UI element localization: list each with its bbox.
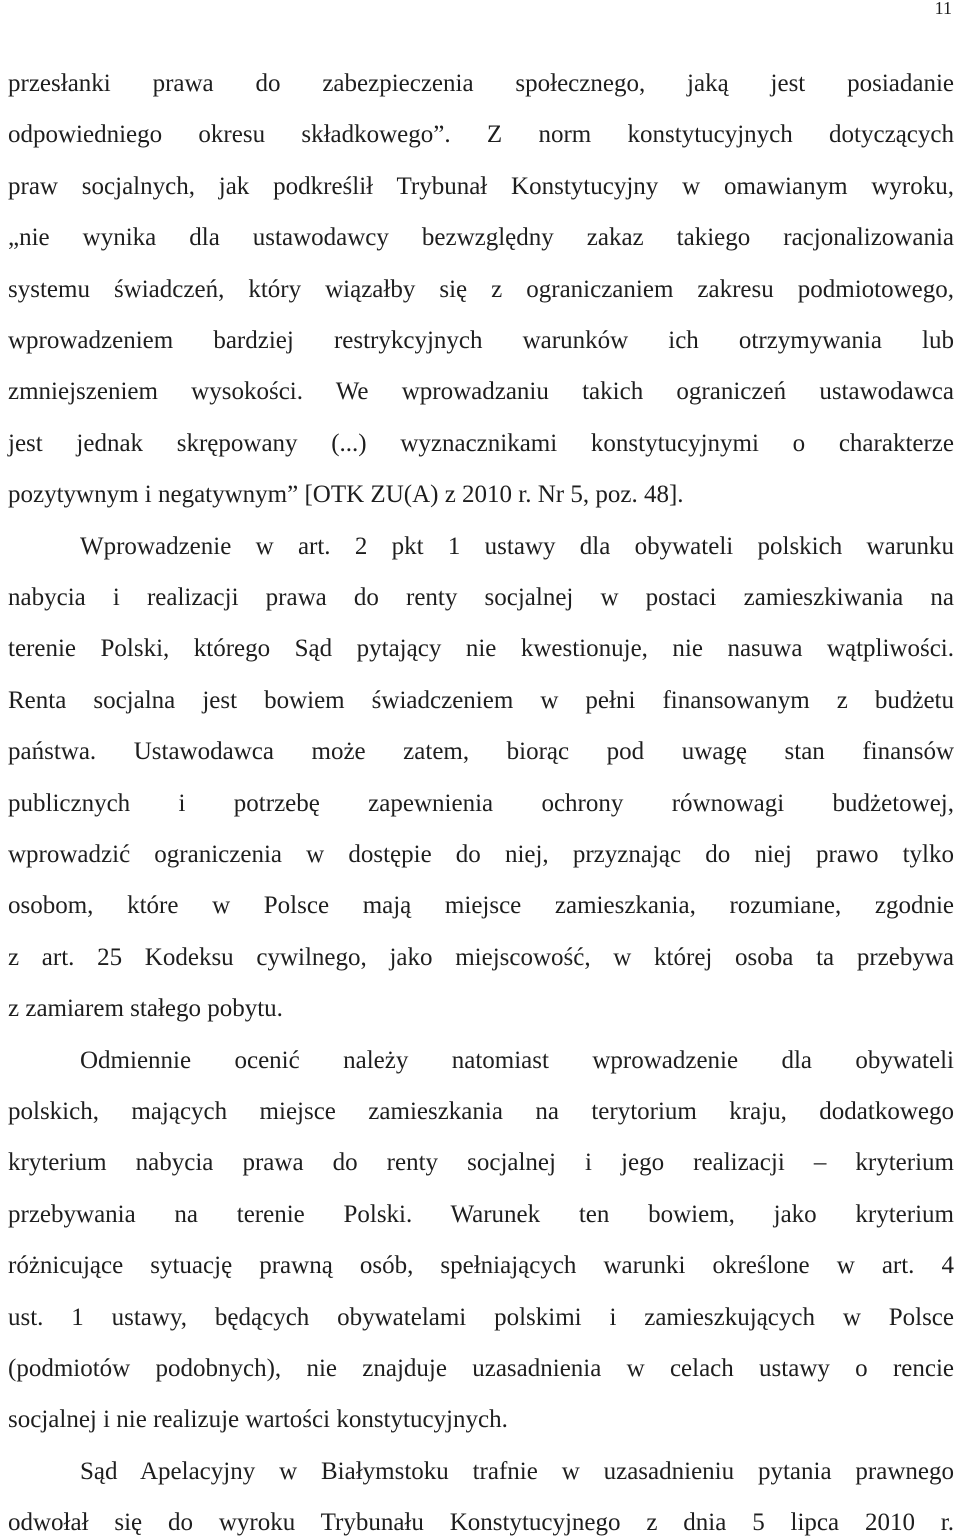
text-line: systemu świadczeń, który wiązałby się z ograniczaniem zakresu podmiotowego, xyxy=(8,275,954,303)
text-line: praw socjalnych, jak podkreślił Trybunał Konstytucyjny w omawianym wyroku, xyxy=(8,172,954,200)
text-line: (podmiotów podobnych), nie znajduje uzasadnienia w celach ustawy o rencie xyxy=(8,1355,954,1382)
text-line: terenie Polski, którego Sąd pytający nie kwestionuje, nie nasuwa wątpliwości. xyxy=(8,635,954,663)
text-line: socjalnej i nie realizuje wartości konstytucyjnych. xyxy=(8,1406,508,1434)
text-line: osobom, które w Polsce mają miejsce zamieszkania, rozumiane, zgodnie xyxy=(8,892,954,920)
text-line: jest jednak skrępowany (...) wyznacznikami konstytucyjnymi o charakterze xyxy=(8,429,954,457)
text-line: z zamiarem stałego pobytu. xyxy=(8,995,283,1023)
text-line: nabycia i realizacji prawa do renty socjalnej w postaci zamieszkiwania na xyxy=(8,584,954,611)
text-line: Renta socjalna jest bowiem świadczeniem w pełni finansowanym z budżetu xyxy=(8,686,954,714)
text-line: ust. 1 ustawy, będących obywatelami polskimi i zamieszkujących w Polsce xyxy=(8,1303,954,1331)
text-line: Odmiennie ocenić należy natomiast wprowadzenie dla obywateli xyxy=(80,1046,954,1074)
text-line: państwa. Ustawodawca może zatem, biorąc pod uwagę stan finansów xyxy=(8,738,954,766)
text-line: kryterium nabycia prawa do renty socjalnej i jego realizacji – kryterium xyxy=(8,1149,954,1177)
text-line: Wprowadzenie w art. 2 pkt 1 ustawy dla obywateli polskich warunku xyxy=(80,532,954,560)
page-number: 11 xyxy=(934,0,952,18)
text-line: polskich, mających miejsce zamieszkania na terytorium kraju, dodatkowego xyxy=(8,1098,954,1125)
text-line: przebywania na terenie Polski. Warunek ten bowiem, jako kryterium xyxy=(8,1200,954,1228)
text-line: odwołał się do wyroku Trybunału Konstytucyjnego z dnia 5 lipca 2010 r. xyxy=(8,1509,954,1537)
text-line: Sąd Apelacyjny w Białymstoku trafnie w uzasadnieniu pytania prawnego xyxy=(80,1457,954,1485)
text-line: „nie wynika dla ustawodawcy bezwzględny zakaz takiego racjonalizowania xyxy=(8,224,954,252)
text-line: zmniejszeniem wysokości. We wprowadzaniu takich ograniczeń ustawodawca xyxy=(8,378,954,406)
text-line: różnicujące sytuację prawną osób, spełniających warunki określone w art. 4 xyxy=(8,1252,954,1280)
text-line: z art. 25 Kodeksu cywilnego, jako miejscowość, w której osoba ta przebywa xyxy=(8,943,954,971)
text-line: pozytywnym i negatywnym” [OTK ZU(A) z 2010 r. Nr 5, poz. 48]. xyxy=(8,481,684,509)
text-line: publicznych i potrzebę zapewnienia ochrony równowagi budżetowej, xyxy=(8,789,954,817)
text-line: wprowadzeniem bardziej restrykcyjnych warunków ich otrzymywania lub xyxy=(8,327,954,354)
text-line: przesłanki prawa do zabezpieczenia społecznego, jaką jest posiadanie xyxy=(8,70,954,97)
text-line: wprowadzić ograniczenia w dostępie do niej, przyznając do niej prawo tylko xyxy=(8,841,954,868)
text-line: odpowiedniego okresu składkowego”. Z norm konstytucyjnych dotyczących xyxy=(8,121,954,149)
